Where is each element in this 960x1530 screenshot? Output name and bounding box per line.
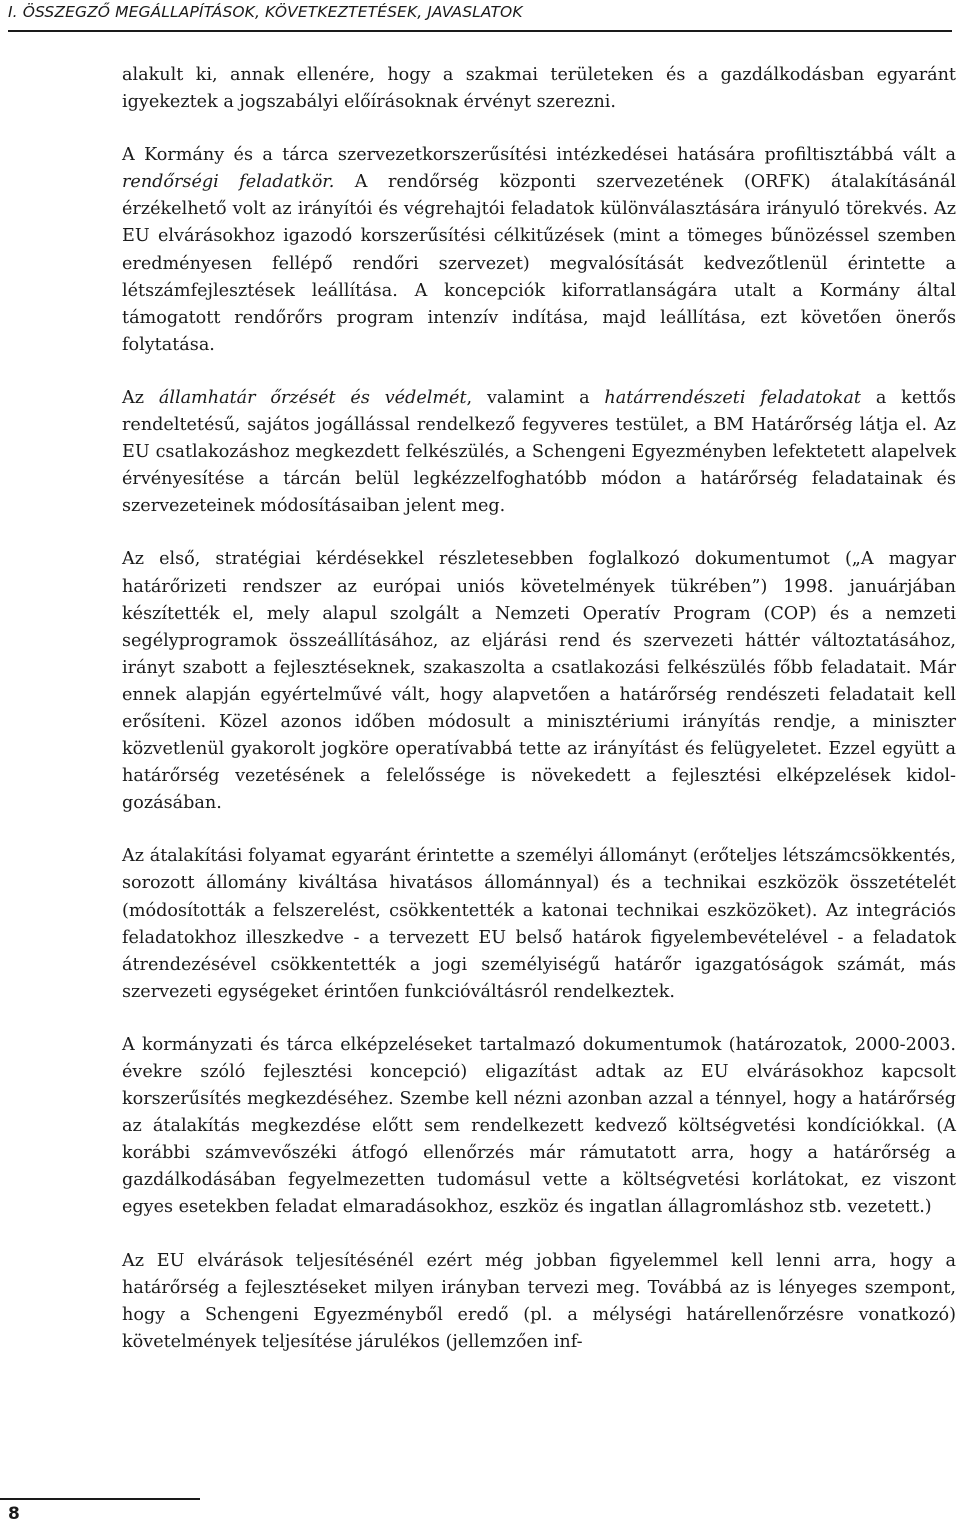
paragraph — [122, 385, 956, 520]
paragraph-text: Az — [122, 387, 159, 408]
emphasized-text: határrendészeti feladatokat — [604, 387, 861, 408]
emphasized-text: államhatár őrzését és védelmét — [158, 387, 467, 408]
paragraph-text: Az első, stratégiai kérdésekkel részletesebben foglalkozó dokumentumot („A magyar határőrizeti rendszer az európai uniós követelmények tükrében”) 1998. januárjában készítették el, mely alapul szolgált a Nemzeti Operatív Program (COP) és a nemzeti segélyprogramok összeállításához, az eljárási rend és szervezeti háttér változtatásához, irányt szabott a fejlesztéseknek, szakaszolta a csatlakozási felkészülés főbb feladatait. Már ennek alapján egyértelművé vált, hogy alapvetően a határőrség rendészeti feladatait kell erősíteni. Közel azonos időben módosult a minisztériumi irányítás rendje, a miniszter közvetlenül gyakorolt jogköre operatívabbá tette az irányítást és felügyeletet. Ezzel együtt a határőrség vezetésének a felelőssége is növekedett a fejlesztési elképzelések kidolgozásában. — [122, 549, 956, 814]
paragraph-text: A rendőrség központi szervezetének (ORFK) átalakításánál érzékelhető volt az irányítói és végrehajtói feladatok különválasztására irányuló törekvés. Az EU elvárásokhoz igazodó korszerűsítési célkitűzések (mint a tömeges bűnözéssel szemben eredményesen fellépő rendőri szervezet) megvalósítását kedvezőtlenül érintette a létszámfejlesztések leállítása. A koncepciók kiforratlanságára utalt a Kormány által támogatott rendőrőrs program intenzív indítása, majd leállítása, ezt követően önerős folytatása. — [122, 172, 956, 355]
footer-rule — [0, 1498, 200, 1500]
emphasized-text: rendőrségi feladatkör. — [122, 172, 335, 193]
paragraph-text: A kormányzati és tárca elképzeléseket tartalmazó dokumentumok (határozatok, 2000-2003. évekre szóló fejlesztési koncepció) eligazítást adtak az EU elvárásokhoz kapcsolt korszerűsítés megkezdéséhez. Szembe kell nézni azonban azzal a ténnyel, hogy a határőrség az átalakítás megkezdése előtt sem rendelkezett kedvező költségvetési kondíciókkal. (A korábbi számvevőszéki átfogó ellenőrzés már rámutatott arra, hogy a határőrség a gazdálkodásában fegyelmezetten tudomásul vette a költségvetési korlátokat, ez viszont egyes esetekben feladat elmaradásokhoz, eszköz és ingatlan állagromláshoz stb. vezetett.) — [122, 1034, 956, 1218]
running-header — [8, 2, 952, 32]
paragraph — [122, 546, 956, 817]
paragraph-text: alakult ki, annak ellenére, hogy a szakmai területeken és a gazdálkodásban egyaránt igyekeztek a jogszabályi előírásoknak érvényt szerezni. — [122, 65, 956, 113]
paragraph-text: Az EU elvárások teljesítésénél ezért még jobban figyelemmel kell lenni arra, hogy a határőrség a fejlesztéseket milyen irányban tervezi meg. Továbbá az is lényeges szempont, hogy a Schengeni Egyezményből eredő (pl. a mélységi határellenőrzésre vonatkozó) követelmények teljesítése járulékos (jellemzően inf- — [122, 1250, 956, 1352]
page-number: 8 — [8, 1504, 20, 1524]
header-title: I. ÖSSZEGZŐ MEGÁLLAPÍTÁSOK, KÖVETKEZTETÉSEK, JAVASLATOK — [8, 3, 523, 21]
paragraph — [122, 62, 956, 116]
paragraph — [122, 843, 956, 1006]
paragraph-text: Az átalakítási folyamat egyaránt érintette a személyi állományt (erőteljes létszámcsökkentés, sorozott állomány kiváltása hivatásos állománnyal) és a technikai eszközök összetételét (módosították a felszerelést, csökkentették a katonai technikai eszközöket). Az integrációs feladatokhoz illeszkedve - a tervezett EU belső határok figyelembevételével - a feladatok átrendezésével csökkentették a jogi személyiségű határőr igazgatóságok számát, más szervezeti egységeket érintően funkcióváltásról rendelkeztek. — [122, 846, 956, 1002]
paragraph-text: A Kormány és a tárca szervezetkorszerűsítési intézkedései hatására profiltisztábbá vált a — [122, 145, 956, 166]
paragraph-text: a kettős rendeltetésű, sajátos jogállással rendelkező fegyveres testület, a BM Határőrség látja el. Az EU csatlakozáshoz megkezdett felkészülés, a Schengeni Egyezményben lefektetett alapelvek érvényesítése a tárcán belül legkézzelfoghatóbb módon a határőrség feladatainak és szervezeteinek módosításaiban jelent meg. — [122, 387, 956, 517]
paragraph — [122, 1248, 956, 1356]
paragraph — [122, 142, 956, 359]
paragraph — [122, 1032, 956, 1222]
document-body — [122, 62, 956, 1382]
paragraph-text: , valamint a — [466, 387, 605, 408]
